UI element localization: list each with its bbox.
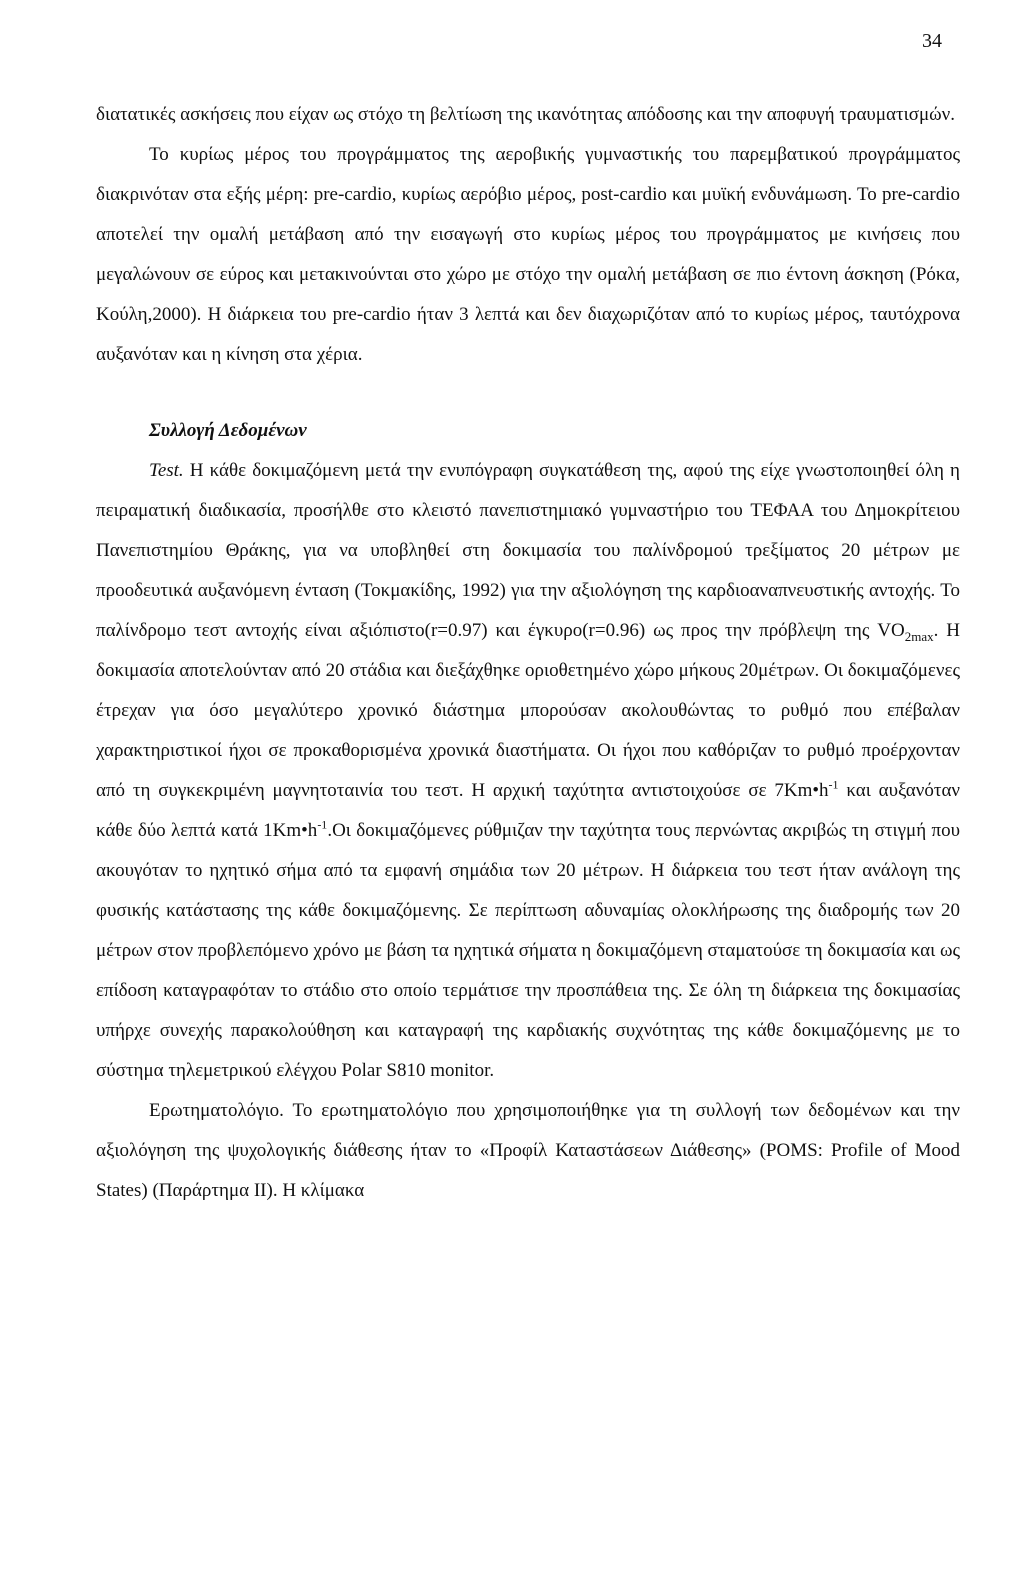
paragraph-aerobic-program: Το κυρίως μέρος του προγράμματος της αεροβικής γυμναστικής του παρεμβατικού προγράμματος διακρινόταν στα εξής μέρη: pre-cardio, κυρίως αερόβιο μέρος, post-cardio και μυϊκή ενδυνάμωση. Το pre-cardio αποτελεί την ομαλή μετάβαση από την εισαγωγή στο κυρίως μέρος του προγράμματος με κινήσεις που μεγαλώνουν σε εύρος και μετακινούνται στο χώρο με στόχο την ομαλή μετάβαση σε πιο έντονη άσκηση (Ρόκα, Κούλη,2000). Η διάρκεια του pre-cardio ήταν 3 λεπτά και δεν διαχωριζόταν από το κυρίως μέρος, ταυτόχρονα αυξανόταν και η κίνηση στα χέρια.	[96, 144, 960, 365]
document-body	[96, 95, 960, 1211]
paragraph-test-procedure	[96, 451, 960, 1091]
paragraph-stretching-exercises: διατατικές ασκήσεις που είχαν ως στόχο τη βελτίωση της ικανότητας απόδοσης και την αποφυγή τραυματισμών.	[96, 104, 956, 125]
test-lead-label: Test.	[149, 460, 184, 481]
test-text-part-d: .Οι δοκιμαζόμενες ρύθμιζαν την ταχύτητα τους περνώντας ακριβώς τη στιγμή που ακουγόταν το ηχητικό σήμα από τα εμφανή σημάδια των 20 μέτρων. Η διάρκεια του τεστ ήταν ανάλογη της φυσικής κατάστασης της κάθε δοκιμαζόμενης. Σε περίπτωση αδυναμίας ολοκλήρωσης της διαδρομής των 20 μέτρων στον προβλεπόμενο χρόνο με βάση τα ηχητικά σήματα η δοκιμαζόμενη σταματούσε τη δοκιμασία και ως επίδοση καταγραφόταν το στάδιο στο οποίο τερμάτισε την προσπάθεια της. Σε όλη τη διάρκεια της δοκιμασίας υπήρχε συνεχής παρακολούθηση και καταγραφή της καρδιακής συχνότητας της κάθε δοκιμαζόμενης με το σύστημα τηλεμετρικού ελέγχου Polar S810 monitor.	[96, 820, 961, 1081]
test-text-part-c: και αυξανόταν κάθε δύο λεπτά κατά 1Km•h	[96, 780, 960, 841]
speed-unit-superscript-2: -1	[317, 817, 328, 832]
paragraph-questionnaire: Ερωτηματολόγιο. Το ερωτηματολόγιο που χρησιμοποιήθηκε για τη συλλογή των δεδομένων και την αξιολόγηση της ψυχολογικής διάθεσης ήταν το «Προφίλ Καταστάσεων Διάθεσης» (POMS: Profile of Mood States) (Παράρτημα ΙΙ). Η κλίμακα	[96, 1100, 960, 1201]
section-heading-data-collection: Συλλογή Δεδομένων	[149, 420, 307, 441]
test-text-part-a: Η κάθε δοκιμαζόμενη μετά την ενυπόγραφη συγκατάθεση της, αφού της είχε γνωστοποιηθεί όλη η πειραματική διαδικασία, προσήλθε στο κλειστό πανεπιστημιακό γυμναστήριο του ΤΕΦΑΑ του Δημοκρίτειου Πανεπιστημίου Θράκης, για να υποβληθεί στη δοκιμασία του παλίνδρομού τρεξίματος 20 μέτρων με προοδευτικά αυξανόμενη ένταση (Τοκμακίδης, 1992) για την αξιολόγηση της καρδιοαναπνευστικής αντοχής. Το παλίνδρομο τεστ αντοχής είναι αξιόπιστο(r=0.97) και έγκυρο(r=0.96) ως προς την πρόβλεψη της VO	[96, 460, 960, 641]
page-number: 34	[922, 30, 942, 52]
speed-unit-superscript-1: -1	[828, 777, 839, 792]
test-text-part-b: . Η δοκιμασία αποτελούνταν από 20 στάδια και διεξάχθηκε οριοθετημένο χώρο μήκους 20μέτρων. Οι δοκιμαζόμενες έτρεχαν για όσο μεγαλύτερο χρονικό διάστημα μπορούσαν ακολουθώντας το ρυθμό που επέβαλαν χαρακτηριστικοί ήχοι σε προκαθορισμένα χρονικά διαστήματα. Οι ήχοι που καθόριζαν το ρυθμό προέρχονταν από τη συγκεκριμένη μαγνητοταινία του τεστ. Η αρχική ταχύτητα αντιστοιχούσε σε 7Km•h	[96, 620, 960, 801]
vo2max-subscript: 2max	[904, 628, 934, 644]
